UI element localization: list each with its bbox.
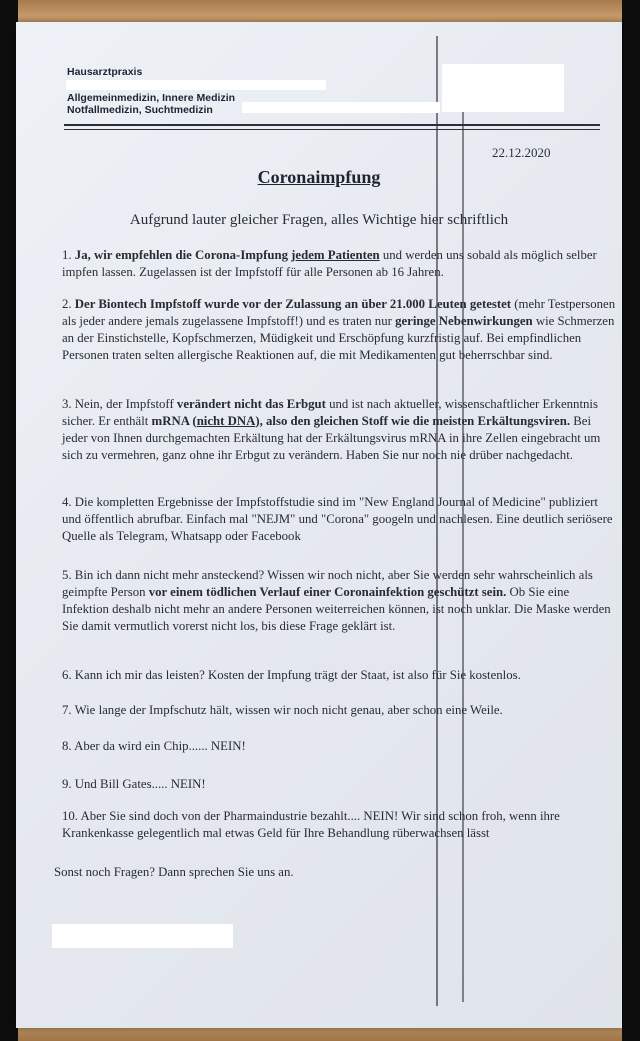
specialty-line-1: Allgemeinmedizin, Innere Medizin xyxy=(67,92,236,104)
letter-date: 22.12.2020 xyxy=(492,145,551,160)
letter-sheet xyxy=(16,22,622,1028)
photo-border-right xyxy=(622,0,640,1041)
redaction-box xyxy=(242,102,440,113)
signature-redaction xyxy=(52,924,233,948)
page-title: Coronaimpfung xyxy=(257,167,381,187)
faq-item-8: 8. Aber da wird ein Chip...... NEIN! xyxy=(62,739,246,753)
closing-text: Sonst noch Fragen? Dann sprechen Sie uns an. xyxy=(54,865,294,879)
faq-item-3: 3. Nein, der Impfstoff verändert nicht das Erbgut und ist nach aktueller, wissenschaftlicher Erkenntnis sicher. Er enthält mRNA (nicht DNA), also den gleichen Stoff wie die meisten Erkältungsviren. Bei jeder von Ihnen durchgemachten Erkältung hat der Erkältungsvirus mRNA in ihre Zellen eingebracht um sich zu vermehren, ganz ohne ihr Erbgut zu verändern. Haben Sie nur noch nie drüber nachgedacht. xyxy=(62,397,601,462)
faq-item-4: 4. Die kompletten Ergebnisse der Impfstoffstudie sind im "New England Journal of Medicine" publiziert und öffentlich abrufbar. Einfach mal "NEJM" und "Corona" googeln und nachlesen. Eine deutlich seriösere Quelle als Telegram, Whatsapp oder Facebook xyxy=(62,495,613,543)
redaction-box xyxy=(442,64,564,112)
faq-item-5: 5. Bin ich dann nicht mehr ansteckend? Wissen wir noch nicht, aber Sie werden sehr wahrscheinlich als geimpfte Person vor einem tödlichen Verlauf einer Coronainfektion geschützt sein. Ob Sie eine Infektion deshalb nicht mehr an andere Personen weiterreichen können, ist noch unklar. Die Maske werden Sie damit vermutlich vorerst nicht los, bis diese Frage geklärt ist. xyxy=(62,568,611,633)
faq-item-2: 2. Der Biontech Impfstoff wurde vor der Zulassung an über 21.000 Leuten getestet (mehr Testpersonen als jeder andere jemals zugelassene Impfstoff!) und es traten nur geringe Nebenwirkungen wie Schmerzen an der Einstichstelle, Kopfschmerzen, Müdigkeit und Erschöpfung kurzfristig auf. Bei empfindlichen Personen traten selten allergische Reaktionen auf, die mit Medikamenten gut beherrschbar sind. xyxy=(62,297,616,362)
specialty-line-2: Notfallmedizin, Suchtmedizin xyxy=(67,104,213,116)
redaction-box xyxy=(66,80,326,90)
intro-text: Aufgrund lauter gleicher Fragen, alles Wichtige hier schriftlich xyxy=(129,212,509,228)
practice-name: Hausarztpraxis xyxy=(67,66,143,78)
faq-item-10: 10. Aber Sie sind doch von der Pharmaindustrie bezahlt.... NEIN! Wir sind schon froh, wenn ihre Krankenkasse gelegentlich mal etwas Geld für Ihre Behandlung rüberwachsen lässt xyxy=(62,809,560,840)
faq-item-7: 7. Wie lange der Impfschutz hält, wissen wir noch nicht genau, aber schon eine Weile. xyxy=(62,703,503,717)
header-rule xyxy=(64,124,600,126)
faq-item-1: 1. Ja, wir empfehlen die Corona-Impfung jedem Patienten und werden uns sobald als möglich selber impfen lassen. Zugelassen ist der Impfstoff für alle Personen ab 16 Jahren. xyxy=(62,248,597,279)
faq-item-9: 9. Und Bill Gates..... NEIN! xyxy=(62,777,206,791)
header-rule xyxy=(64,129,600,130)
faq-item-6: 6. Kann ich mir das leisten? Kosten der Impfung trägt der Staat, ist also für Sie kostenlos. xyxy=(62,668,521,682)
